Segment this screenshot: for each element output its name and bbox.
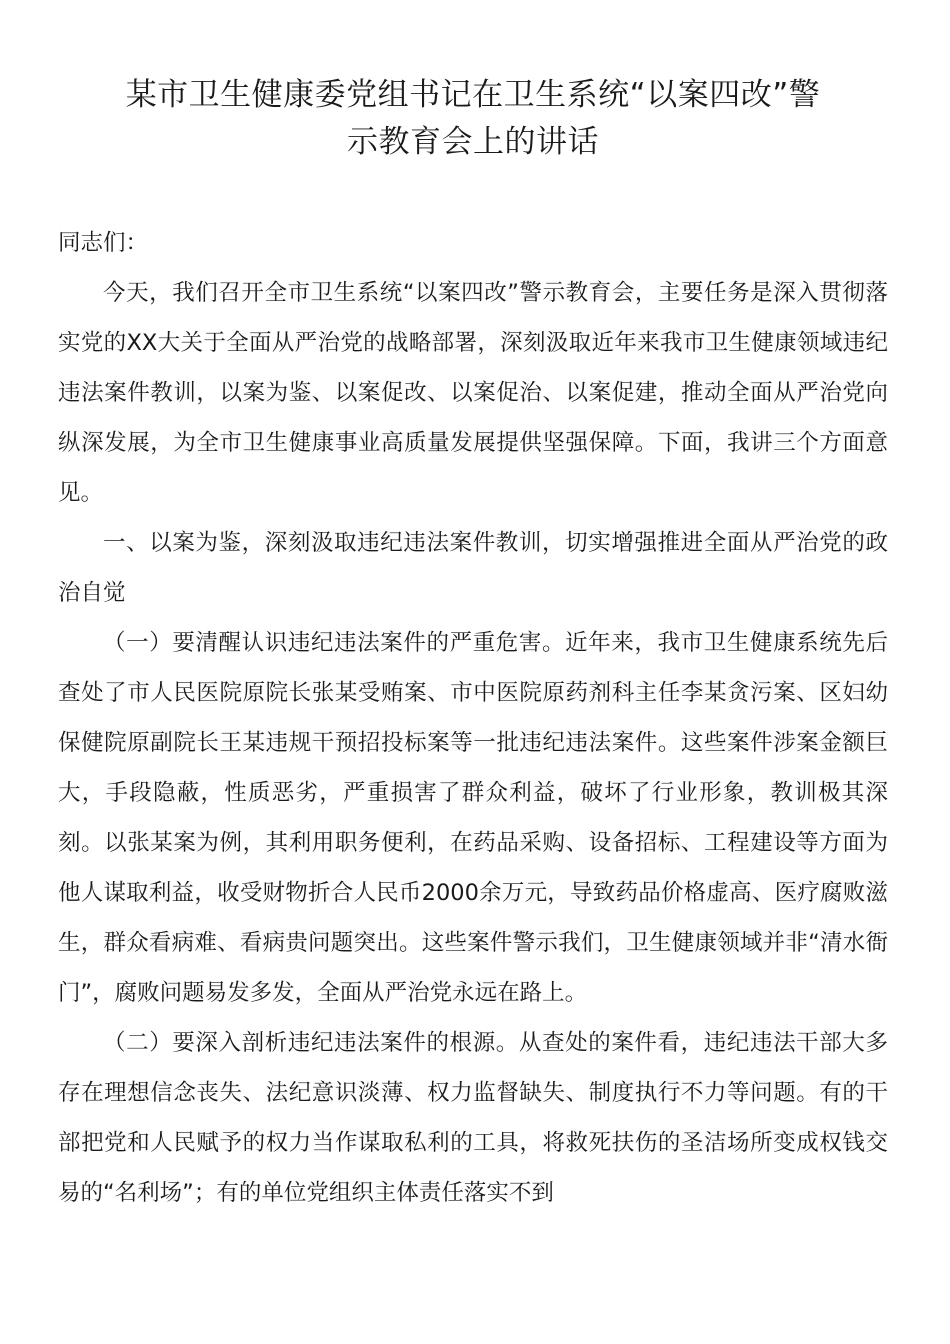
salutation: 同志们： xyxy=(58,230,149,256)
paragraph-intro: 今天，我们召开全市卫生系统“以案四改”警示教育会，主要任务是深入贯彻落实党的XX大关于全面从严治党的战略部署，深刻汲取近年来我市卫生健康领域违纪违法案件教训，以案为鉴、以案促改、以案促治、以案促建，推动全面从严治党向纵深发展，为全市卫生健康事业高质量发展提供坚强保障。下面，我讲三个方面意见。 xyxy=(58,280,888,506)
title-line-1: 某市卫生健康委党组书记在卫生系统“以案四改”警 xyxy=(125,77,821,113)
section-heading-1: 一、以案为鉴，深刻汲取违纪违法案件教训，切实增强推进全面从严治党的政治自觉 xyxy=(58,530,888,606)
title-line-2: 示教育会上的讲话 xyxy=(347,124,599,160)
paragraph-subsection-2: （二）要深入剖析违纪违法案件的根源。从查处的案件看，违纪违法干部大多存在理想信念丧失、法纪意识淡薄、权力监督缺失、制度执行不力等问题。有的干部把党和人民赋予的权力当作谋取私利的工具，将救死扶伤的圣洁场所变成权钱交易的“名利场”；有的单位党组织主体责任落实不到 xyxy=(58,1030,888,1206)
paragraph-subsection-1: （一）要清醒认识违纪违法案件的严重危害。近年来，我市卫生健康系统先后查处了市人民医院原院长张某受贿案、市中医院原药剂科主任李某贪污案、区妇幼保健院原副院长王某违规干预招投标案等一批违纪违法案件。这些案件涉案金额巨大，手段隐蔽，性质恶劣，严重损害了群众利益，破坏了行业形象，教训极其深刻。以张某案为例，其利用职务便利，在药品采购、设备招标、工程建设等方面为他人谋取利益，收受财物折合人民币2000余万元，导致药品价格虚高、医疗腐败滋生，群众看病难、看病贵问题突出。这些案件警示我们，卫生健康领域并非“清水衙门”，腐败问题易发多发，全面从严治党永远在路上。 xyxy=(58,630,888,1006)
document-body xyxy=(58,218,888,1218)
document-title xyxy=(58,72,888,166)
